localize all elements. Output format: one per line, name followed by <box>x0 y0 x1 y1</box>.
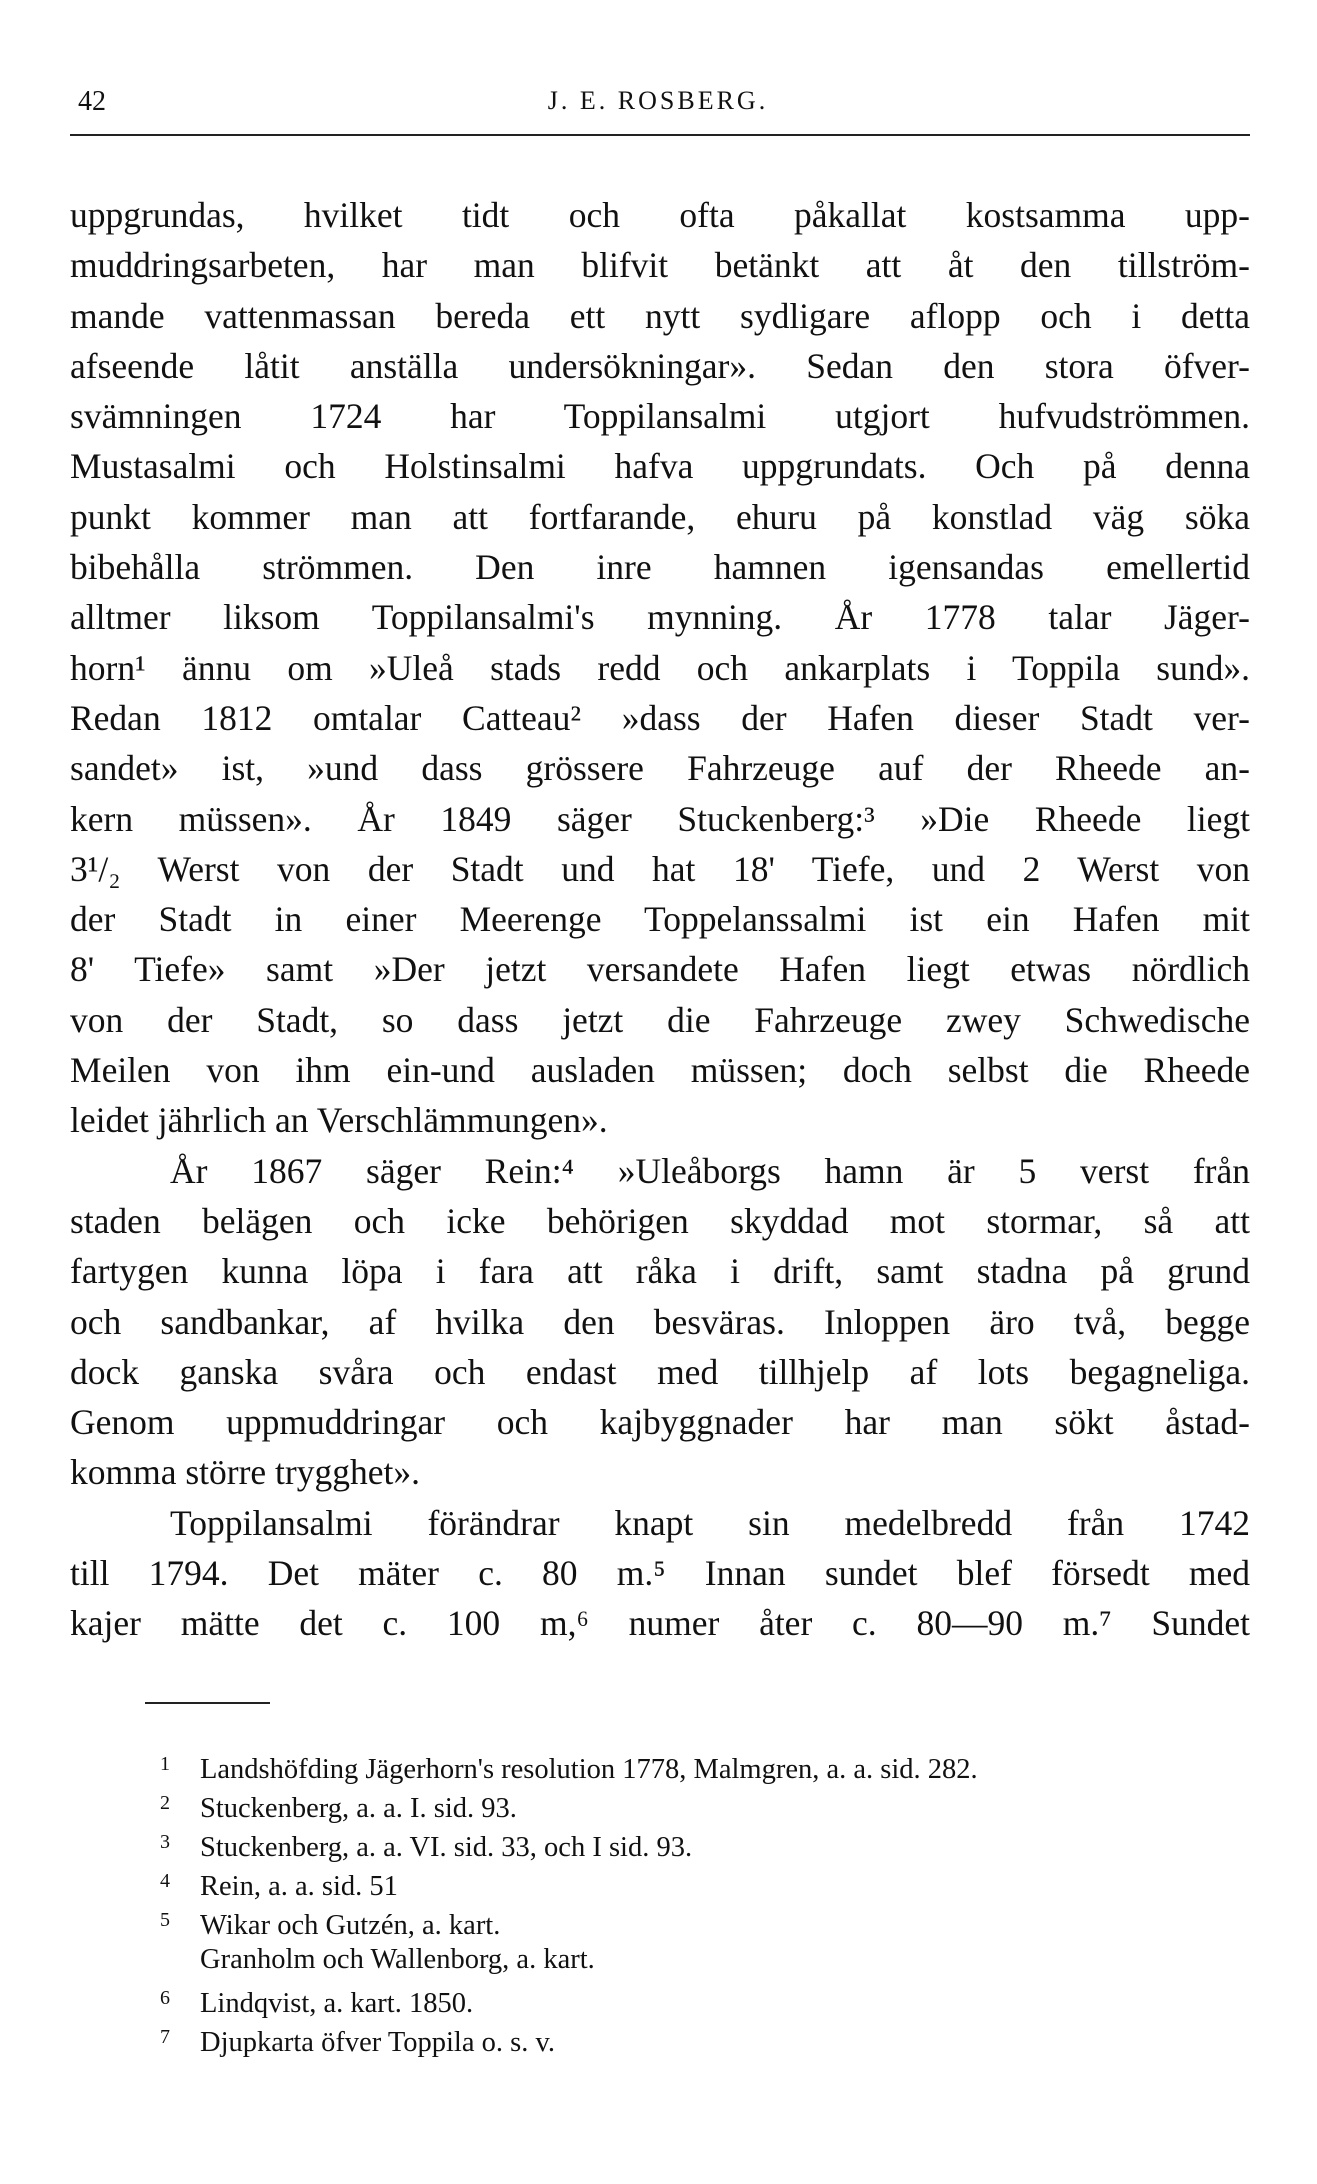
footnote <box>160 1784 1240 1823</box>
body-line: Redan 1812 omtalar Catteau² »dass der Hafen dieser Stadt ver- <box>70 697 1250 738</box>
body-line: Mustasalmi och Holstinsalmi hafva uppgrundats. Och på denna <box>70 446 1250 487</box>
footnote-rule <box>145 1702 270 1704</box>
footnote <box>160 2018 1240 2057</box>
page-header <box>78 80 1238 120</box>
body-line: leidet jährlich an Verschlämmungen». <box>70 1100 608 1141</box>
body-line: och sandbankar, af hvilka den besväras. Inloppen äro två, begge <box>70 1301 1250 1342</box>
body-line: dock ganska svåra och endast med tillhjelp af lots begagneliga. <box>70 1351 1250 1392</box>
body-line: till 1794. Det mäter c. 80 m.⁵ Innan sundet blef försedt med <box>70 1553 1250 1594</box>
body-line: kern müssen». År 1849 säger Stuckenberg:³ »Die Rheede liegt <box>70 798 1250 839</box>
footnote-text: Djupkarta öfver Toppila o. s. v. <box>200 2027 555 2058</box>
footnote <box>160 1745 1240 1784</box>
footnote-text: Stuckenberg, a. a. VI. sid. 33, och I sid. 93. <box>200 1832 693 1863</box>
footnote-text: Rein, a. a. sid. 51 <box>200 1871 398 1902</box>
page-number: 42 <box>78 86 106 117</box>
body-line: bibehålla strömmen. Den inre hamnen igensandas emellertid <box>70 547 1250 588</box>
body-line: sandet» ist, »und dass grössere Fahrzeuge auf der Rheede an- <box>70 748 1250 789</box>
body-line: staden belägen och icke behörigen skyddad mot stormar, så att <box>70 1200 1250 1241</box>
body-line: muddringsarbeten, har man blifvit betänkt att åt den tillström- <box>70 245 1250 286</box>
body-line: kajer mätte det c. 100 m,⁶ numer åter c. 80—90 m.⁷ Sundet <box>70 1603 1250 1644</box>
running-head: J. E. ROSBERG. <box>547 86 769 115</box>
body-text <box>70 190 1250 1649</box>
footnote-text: Granholm och Wallenborg, a. kart. <box>200 1944 595 1975</box>
body-line: punkt kommer man att fortfarande, ehuru på konstlad väg söka <box>70 496 1250 537</box>
body-line: Genom uppmuddringar och kajbyggnader har man sökt åstad- <box>70 1402 1250 1443</box>
footnote-mark: 2 <box>160 1792 170 1814</box>
footnote-text: Wikar och Gutzén, a. kart. <box>200 1910 501 1941</box>
body-line: mande vattenmassan bereda ett nytt sydligare aflopp och i detta <box>70 295 1250 336</box>
footnote <box>160 1823 1240 1862</box>
footnote-mark: 5 <box>160 1909 170 1931</box>
body-line: horn¹ ännu om »Uleå stads redd och ankarplats i Toppila sund». <box>70 647 1250 688</box>
header-rule <box>70 134 1250 136</box>
footnote <box>160 1940 1240 1979</box>
footnote-text: Lindqvist, a. kart. 1850. <box>200 1988 474 2019</box>
footnote-mark: 6 <box>160 1987 170 2009</box>
body-line: von der Stadt, so dass jetzt die Fahrzeuge zwey Schwedische <box>70 999 1250 1040</box>
footnote-mark: 1 <box>160 1753 170 1775</box>
footnotes <box>160 1745 1240 2057</box>
body-line: År 1867 säger Rein:⁴ »Uleåborgs hamn är 5 verst från <box>170 1150 1250 1191</box>
body-line: der Stadt in einer Meerenge Toppelanssalmi ist ein Hafen mit <box>70 899 1250 940</box>
body-line: fartygen kunna löpa i fara att råka i drift, samt stadna på grund <box>70 1251 1250 1292</box>
footnote-mark: 3 <box>160 1831 170 1853</box>
body-line: Toppilansalmi förändrar knapt sin medelbredd från 1742 <box>170 1502 1250 1543</box>
footnote-mark: 4 <box>160 1870 170 1892</box>
body-line: Meilen von ihm ein-und ausladen müssen; doch selbst die Rheede <box>70 1050 1250 1091</box>
body-line: 3¹/₂ Werst von der Stadt und hat 18' Tiefe, und 2 Werst von <box>70 848 1250 889</box>
footnote <box>160 1901 1240 1940</box>
body-line: komma större trygghet». <box>70 1452 420 1493</box>
body-line: 8' Tiefe» samt »Der jetzt versandete Hafen liegt etwas nördlich <box>70 949 1250 990</box>
footnote <box>160 1862 1240 1901</box>
footnote-text: Stuckenberg, a. a. I. sid. 93. <box>200 1793 517 1824</box>
body-line: svämningen 1724 har Toppilansalmi utgjort hufvudströmmen. <box>70 396 1250 437</box>
footnote-mark: 7 <box>160 2026 170 2048</box>
body-line: uppgrundas, hvilket tidt och ofta påkallat kostsamma upp- <box>70 195 1250 235</box>
body-line: alltmer liksom Toppilansalmi's mynning. År 1778 talar Jäger- <box>70 597 1250 638</box>
footnote <box>160 1979 1240 2018</box>
body-line: afseende låtit anställa undersökningar». Sedan den stora öfver- <box>70 345 1250 386</box>
footnote-text: Landshöfding Jägerhorn's resolution 1778, Malmgren, a. a. sid. 282. <box>200 1754 978 1785</box>
